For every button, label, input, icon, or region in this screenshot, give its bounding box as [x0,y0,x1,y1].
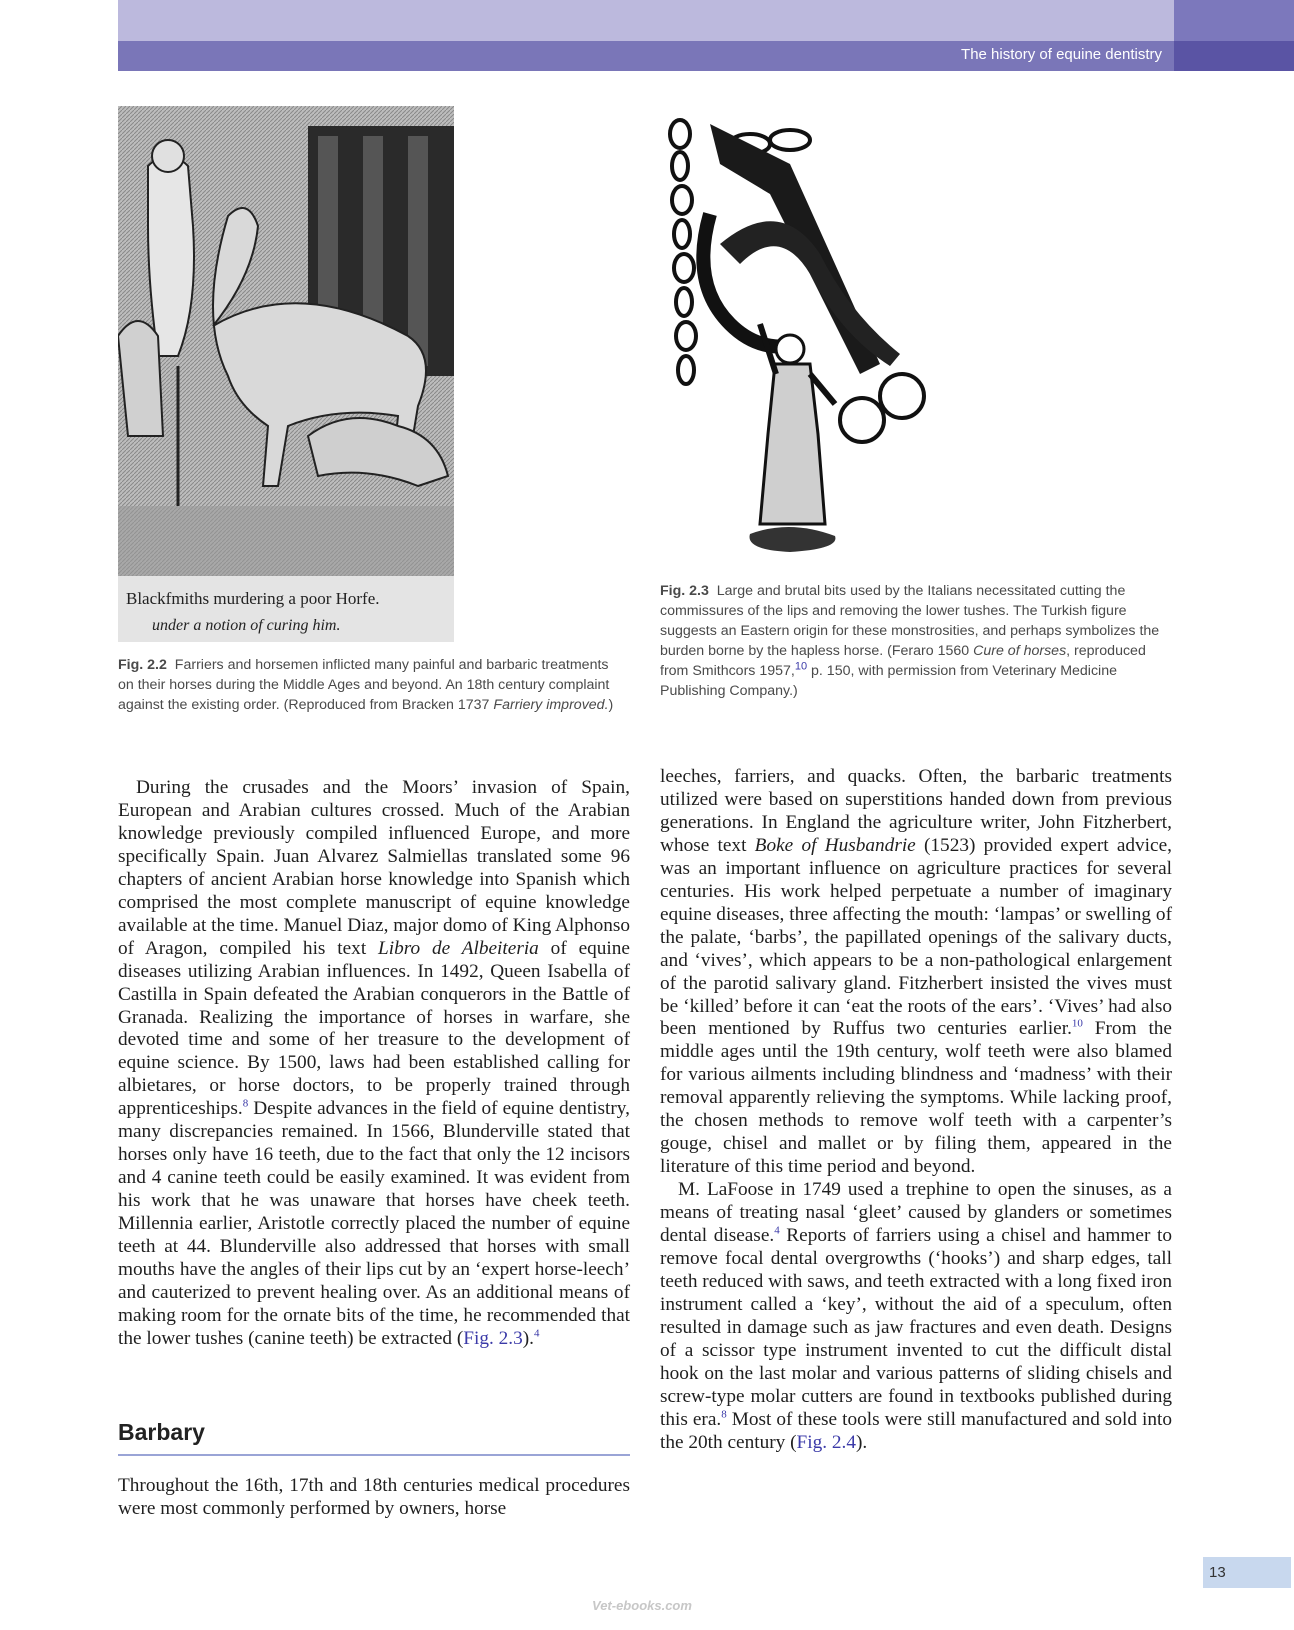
reference-marker: 10 [1071,1018,1083,1031]
right-column-body [660,766,1172,1455]
watermark: Vet-ebooks.com [592,1598,692,1613]
header-band-light [118,0,1174,41]
reference-marker: 8 [242,1097,249,1110]
left-column-continued [118,1475,630,1521]
figure-2-3-caption: Fig. 2.3 Large and brutal bits used by the Italians necessitated cutting the commissures of the lips and removing the lower tushes. The Turkish figure suggests an Eastern origin for these monstrosities, and perhaps symbolizes the burden borne by the hapless horse. (Feraro 1560 Cure of horses, reproduced from Smithcors 1957,10 p. 150, with permission from Veterinary Medicine Publishing Company.) [660,583,1160,699]
section-heading: Barbary [118,1419,630,1456]
figure-link[interactable]: Fig. 2.3 [463,1327,523,1349]
reference-marker: 10 [794,660,808,673]
figure-label: Fig. 2.3 [660,583,709,599]
figure-2-2-engraving [118,106,454,642]
reference-marker: 4 [774,1224,780,1237]
header-band-corner [1174,0,1294,41]
running-head: The history of equine dentistry [961,46,1162,63]
body-paragraph: During the crusades and the Moors’ invasion of Spain, European and Arabian cultures crossed. Much of the Arabian knowledge previously compiled influenced Europe, and more specifically Spain. Juan Alvarez Salmiellas translated some 96 chapters of ancient Arabian horse knowledge into Spanish which comprised the most complete manuscript of equine knowledge available at the time. Manuel Diaz, major domo of King Alphonso of Aragon, compiled his text Libro de Albeiteria of equine diseases utilizing Arabian influences. In 1492, Queen Isabella of Castilla in Spain defeated the Arabian conquerors in the Battle of Granada. Realizing the importance of horses in warfare, she devoted time and some of her treasure to the development of equine science. By 1500, laws had been established calling for albietares, or horse doctors, to be properly trained through apprenticeships.$^8$ Despite advances in the field of equine dentistry, many discrepancies remained. In 1566, Blunderville stated that horses only have 16 teeth, due to the fact that only the 12 incisors and 4 canine teeth could be easily examined. It was evident from his work that he was unaware that horses have cheek teeth. Millennia earlier, Aristotle correctly placed the number of equine teeth at 44. Blunderville also addressed that horses with small mouths have the angles of their lips cut by an ‘expert horse-leech’ and cauterized to prevent healing over. As an additional means of making room for the ornate bits of the time, he recommended that the lower tushes (canine teeth) be extracted (Fig. 2.3).$^4$ [118,777,630,1349]
engraving-inscription-line-1: Blackfmiths murdering a poor Horfe. [126,589,380,608]
figure-label: Fig. 2.2 [118,657,167,673]
figure-2-2-caption: Fig. 2.2 Farriers and horsemen inflicted many painful and barbaric treatments on their horses during the Middle Ages and beyond. An 18th century complaint against the existing order. (Reproduced from Bracken 1737 Farriery improved.) [118,657,614,713]
page-number: 13 [1203,1557,1291,1588]
figure-link[interactable]: Fig. 2.4 [796,1431,857,1453]
header-bar-corner [1174,41,1294,71]
body-paragraph: M. LaFoose in 1749 used a trephine to open the sinuses, as a means of treating nasal ‘gleet’ caused by glanders or sometimes dental disease.$^4$ Reports of farriers using a chisel and hammer to remove focal dental overgrowths (‘hooks’) and sharp edges, tall teeth reduced with saws, and teeth extracted with a long fixed iron instrument called a ‘key’, without the aid of a speculum, often resulted in damage such as jaw fractures and even death. Designs of a scissor type instrument invented to cut the difficult distal hook on the last molar and various patterns of sliding chisels and screw-type molar cutters are found in textbooks published during this era.$^8$ Most of these tools were still manufactured and sold into the 20th century (Fig. 2.4). [660,1179,1172,1453]
body-paragraph: leeches, farriers, and quacks. Often, the barbaric treatments utilized were based on superstitions handed down from previous generations. In England the agriculture writer, John Fitzherbert, whose text Boke of Husbandrie (1523) provided expert advice, was an important influence on agriculture practices for several centuries. His work helped perpetuate a number of imaginary equine diseases, three affecting the mouth: ‘lampas’ or swelling of the palate, ‘barbs’, the papillated openings of the salivary ducts, and ‘vives’, which appears to be a non-pathological enlargement of the parotid salivary gland. Fitzherbert insisted the vives must be ‘killed’ before it can ‘eat the roots of the ears’. ‘Vives’ had also been mentioned by Ruffus two centuries earlier.$^{10}$ From the middle ages until the 19th century, wolf teeth were also blamed for various ailments including blindness and ‘madness’ with their removal apparently relieving the symptoms. While lacking proof, the chosen methods to remove wolf teeth with a carpenter’s gouge, chisel and mallet or by filing them, appeared in the literature of this time period and beyond. [660,766,1172,1178]
reference-marker: 8 [721,1408,727,1421]
engraving-inscription-line-2: under a notion of curing him. [152,617,341,634]
reference-marker: 4 [534,1327,540,1340]
body-paragraph: Throughout the 16th, 17th and 18th centuries medical procedures were most commonly performed by owners, horse [118,1475,630,1519]
left-column-body [118,777,630,1351]
figure-2-3-bit-illustration [650,104,980,574]
